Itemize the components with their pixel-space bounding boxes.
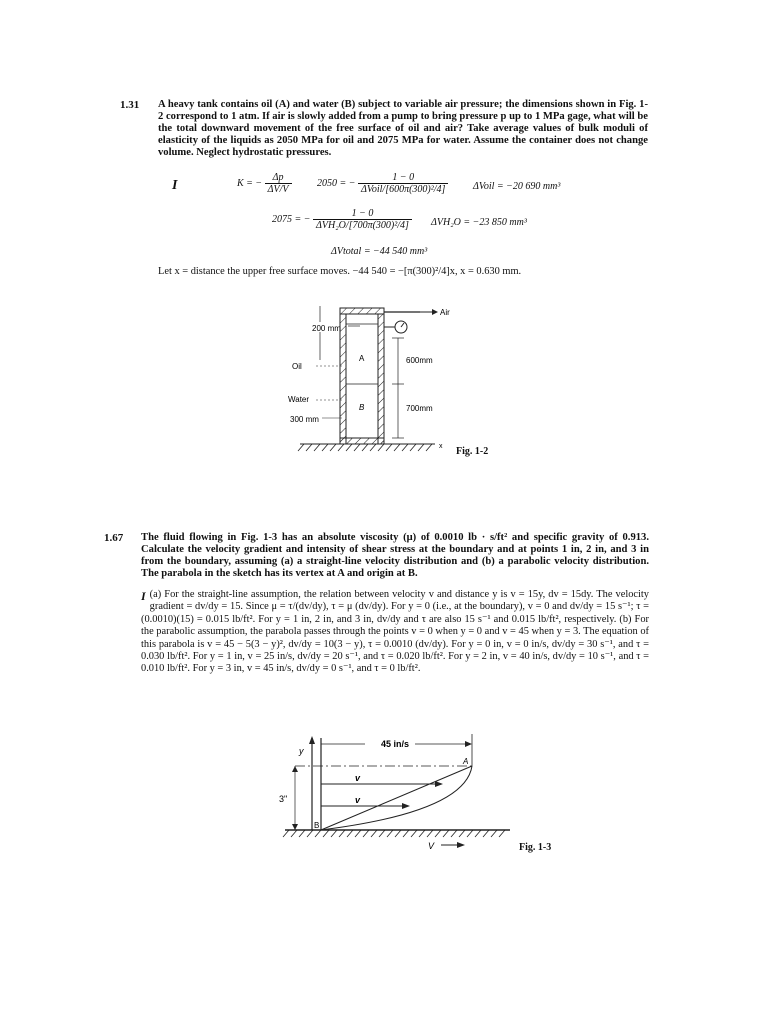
ground-hatch [298,444,432,451]
label-a: A [359,354,365,363]
problem-number: 1.31 [120,99,140,111]
solution-mark: I [141,589,146,603]
label-water: Water [288,395,310,404]
label-x: x [439,443,443,450]
figure-caption: Fig. 1-3 [519,842,552,853]
ground-hatch [283,830,505,837]
equation-oil [317,172,448,195]
label-a: A [463,757,469,766]
eq2-lhs: 2075 = − [272,213,311,225]
y-axis-arrow-icon [309,736,315,744]
eq2-num: 1 − 0 [313,208,412,220]
solution-text: (a) For the straight-line assumption, the relation between velocity v and distance y is v = 15y, dv = 15dy. The velocity gradient = dv/dy = 15. Since μ = τ/(dv/dy), τ = μ (dv/dy). For y = 0 (i.e., at the boundary), v = 0 and dv/dy = 15 s⁻¹; τ = (0.0010)(15) = 0.015 lb/ft². For y = 1 in, 2 in, and 3 in, dv/dy and τ are also 15 s⁻¹ and 0.015 lb/ft², respectively. (b) For the parabolic assumption, the parabola passes through the points v = 0 when y = 0 and v = 45 when y = 3. The equation of this parabola is v = 45 − 5(3 − y)², dv/dy = 10(3 − y), τ = 0.0010 (dv/dy). For y = 0 in, v = 0 in/s, dv/dy = 30 s⁻¹, and τ = 0.030 lb/ft². For y = 1 in, v = 25 in/s, dv/dy = 20 s⁻¹, and τ = 0.020 lb/ft². For y = 2 in, v = 40 in/s, dv/dy = 10 s⁻¹, and τ = 0.010 lb/ft². For y = 3 in, v = 45 in/s, dv/dy = 0 s⁻¹, and τ = 0 lb/ft². [141,589,649,675]
eq1b-den: ΔVoil/[600π(300)²/4] [361,184,446,195]
equation-total: ΔVtotal = −44 540 mm³ [331,246,428,257]
label-300mm: 300 mm [290,415,319,424]
tank-figure [280,298,510,468]
equation-bulk-modulus [237,172,292,195]
tank-left-wall [340,314,346,444]
problem-number: 1.67 [104,532,124,544]
label-700mm: 700mm [406,404,433,413]
solution-mark: I [172,178,178,193]
equation-water-result: ΔVH₂O = −23 850 mm³ [431,217,527,228]
eq2-den: ΔVH₂O/[700π(300)²/4] [316,220,409,231]
linear-profile [321,766,472,830]
label-oil: Oil [292,362,302,371]
equation-water [272,208,412,231]
label-b: B [359,403,365,412]
eq1-lhs: K = − [237,177,263,189]
solution-final-line: Let x = distance the upper free surface moves. −44 540 = −[π(300)²/4]x, x = 0.630 mm. [158,266,522,277]
flow-arrow-icon [457,842,465,848]
label-v-lower: v [355,795,361,805]
label-45-in-s: 45 in/s [381,739,410,749]
figure-caption: Fig. 1-2 [456,446,489,457]
solution-block [141,589,649,676]
label-air: Air [440,308,450,317]
tank-right-wall [378,314,384,444]
tank-top [340,308,384,314]
eq1b-lhs: 2050 = − [317,177,356,189]
label-200mm: 200 mm [312,324,341,333]
problem-statement: A heavy tank contains oil (A) and water (B) subject to variable air pressure; the dimensions shown in Fig. 1-2 correspond to 1 atm. If air is slowly added from a pump to bring pressure p up to 1 MPa gage, what will be the total downward movement of the free surface of oil and air? Take average values of bulk moduli of elasticity of the liquids as 2050 MPa for oil and 2075 MPa for water. Assume the container does not change volume. Neglect hydrostatic pressures. [158,99,648,158]
eq1-den: ΔV/V [267,184,289,195]
problem-statement: The fluid flowing in Fig. 1-3 has an absolute viscosity (μ) of 0.0010 lb · s/ft² and specific gravity of 0.913. Calculate the velocity gradient and intensity of shear stress at the boundary and at points 1 in, 2 in, and 3 in from the boundary, assuming (a) a straight-line velocity distribution and (b) a parabolic velocity distribution. The parabola in the sketch has its vertex at A and origin at B. [141,532,649,579]
label-600mm: 600mm [406,356,433,365]
eq1b-num: 1 − 0 [358,172,448,184]
label-3in: 3" [279,794,288,804]
label-y: y [299,746,304,756]
tank-bottom [340,438,384,444]
eq1-num: Δp [265,172,292,184]
label-v-flow: V [428,841,435,851]
label-b: B [314,821,320,830]
air-arrow-icon [432,309,438,315]
velocity-profile-figure [265,730,525,855]
label-v-upper: v [355,773,361,783]
equation-oil-result: ΔVoil = −20 690 mm³ [473,181,561,192]
